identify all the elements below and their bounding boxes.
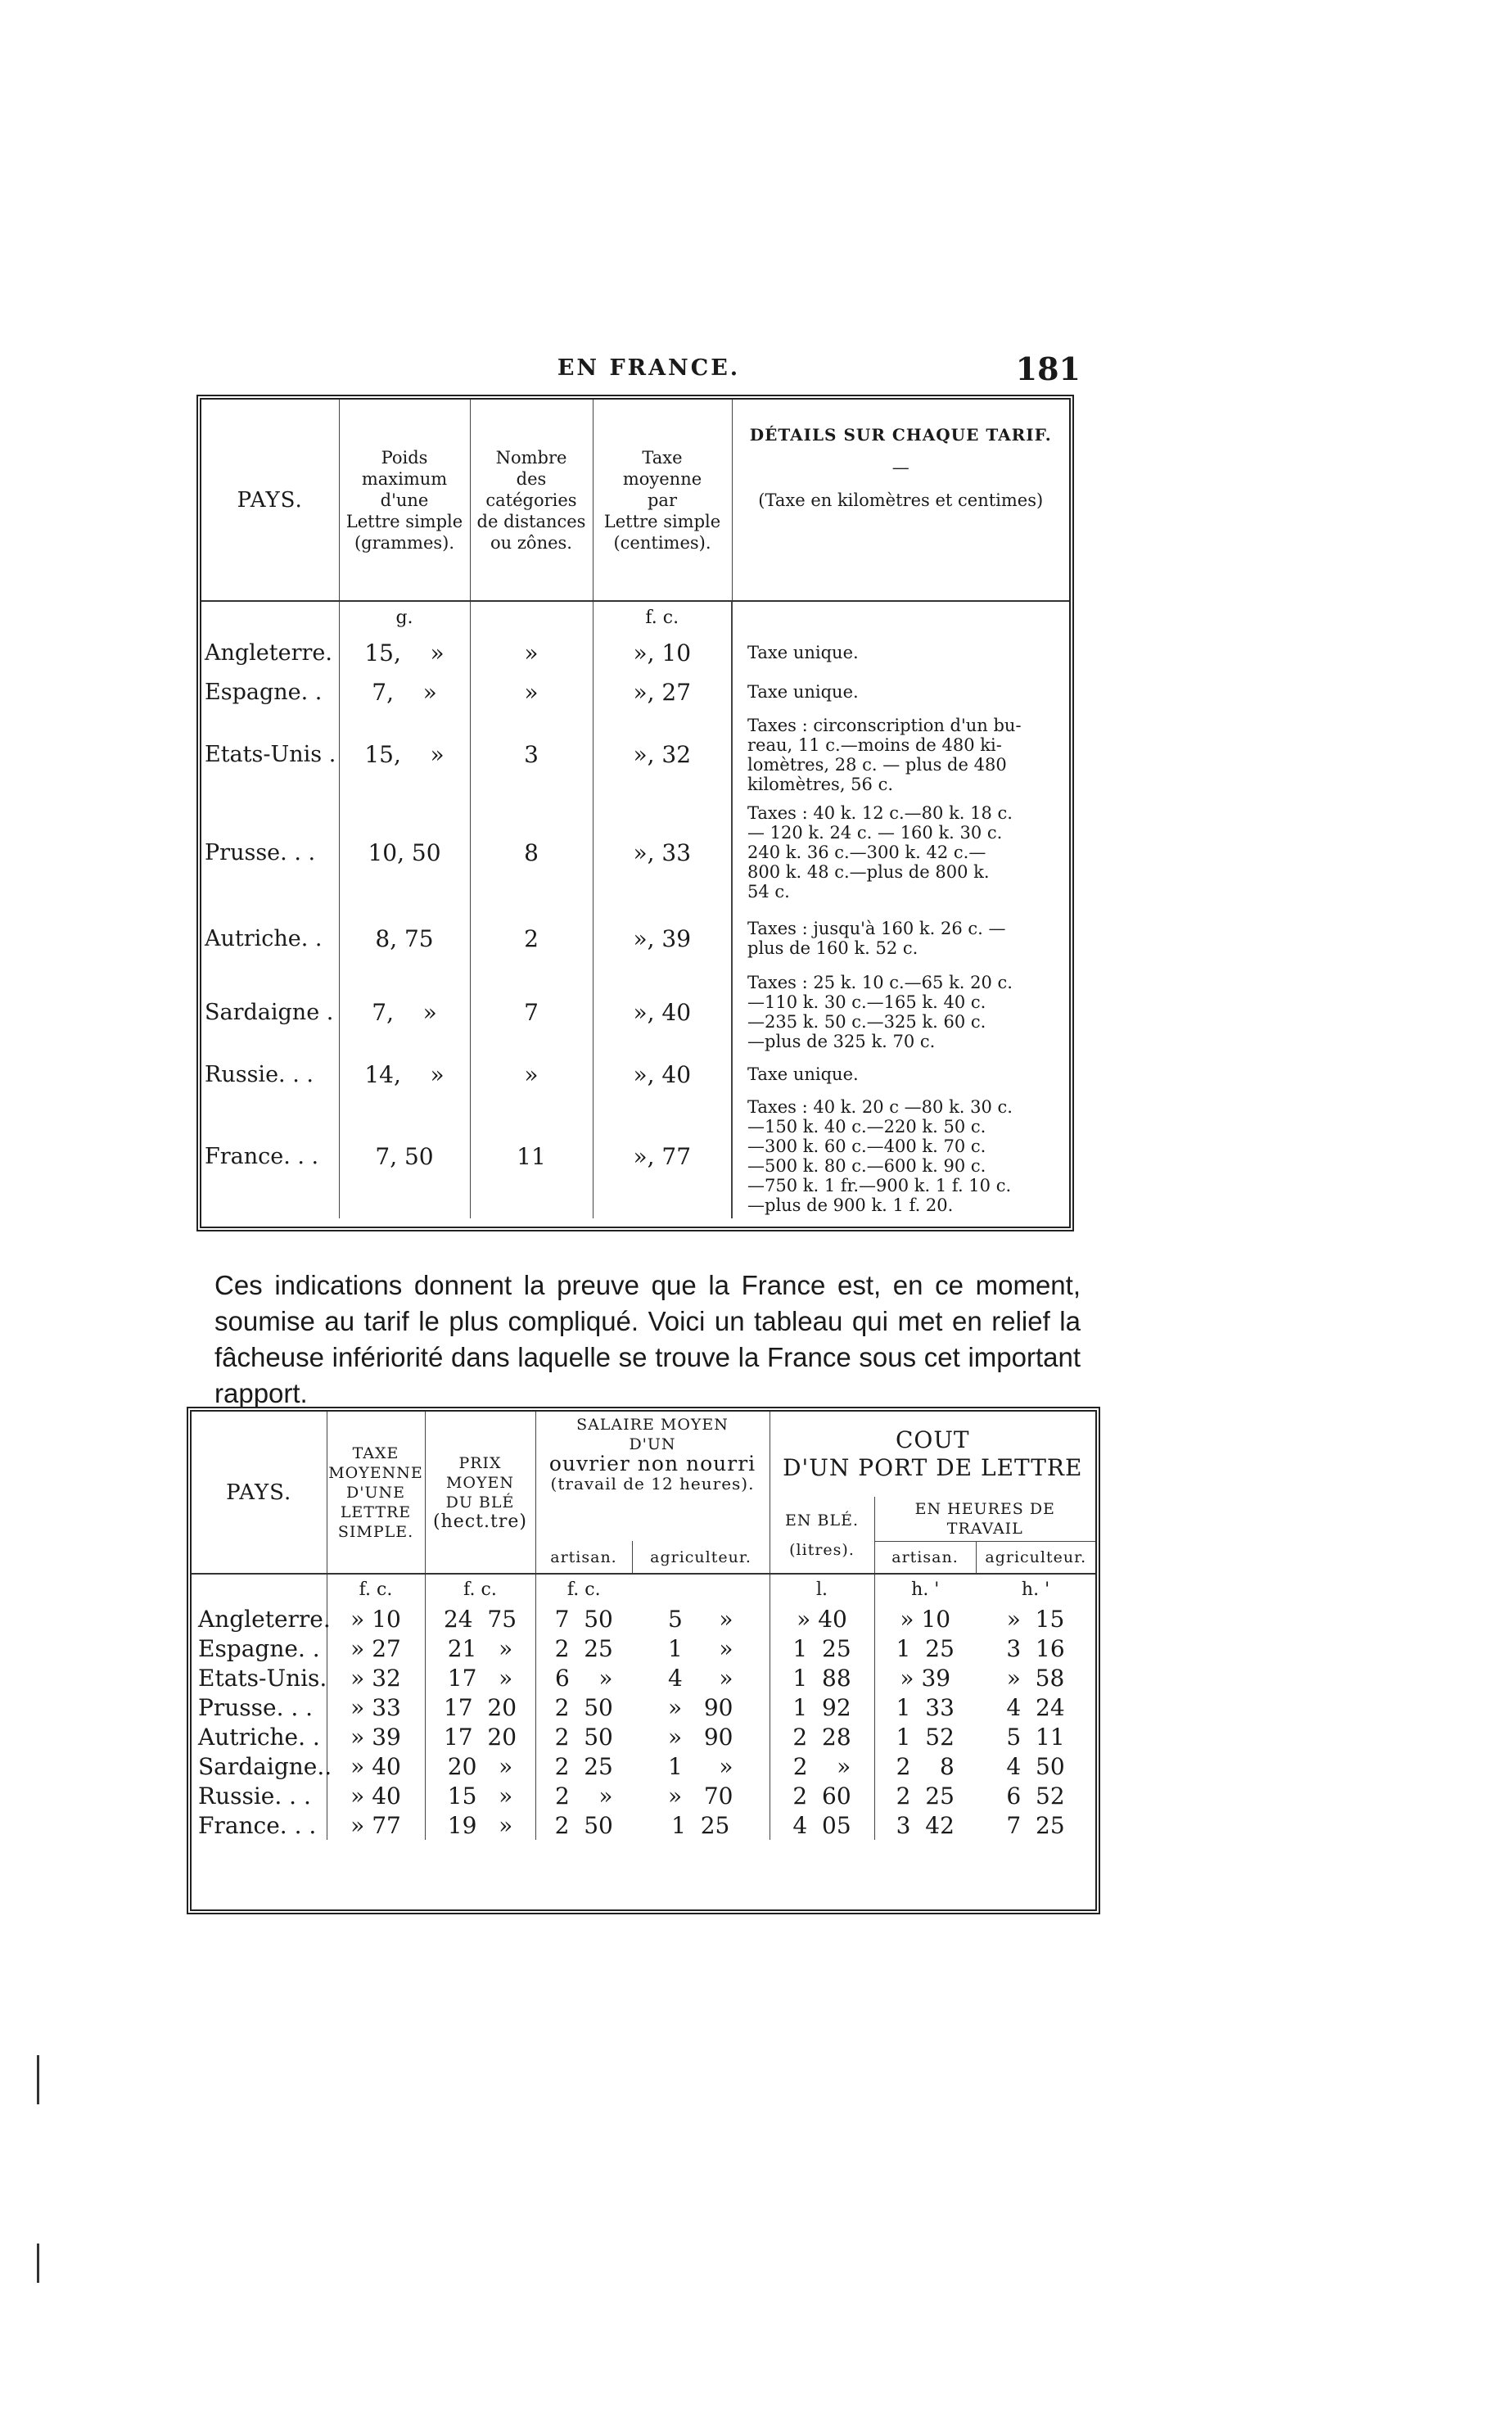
tariff-row: [201, 907, 1069, 969]
country-cell: Espagne. .: [198, 1634, 320, 1662]
avg-tax-cell: », 40: [593, 969, 732, 1055]
header-details: DÉTAILS SUR CHAQUE TARIF. — (Taxe en kilomètres et centimes): [732, 400, 1069, 601]
wheat-price-cell: 19 »: [425, 1810, 535, 1840]
tariff-table-body: [201, 601, 1069, 1218]
zone-count-cell: »: [470, 1055, 593, 1094]
header-pays: PAYS.: [201, 400, 339, 601]
max-weight-cell: 10, 50: [339, 798, 470, 907]
tariff-detail-line: —300 k. 60 c.—400 k. 70 c.: [747, 1136, 986, 1156]
header-en-heures: EN HEURES DE TRAVAIL: [874, 1497, 1095, 1541]
zone-count-cell: »: [470, 672, 593, 712]
comparison-row: [192, 1604, 1095, 1634]
wage-artisan-cell: 6 »: [535, 1663, 632, 1692]
wage-artisan-cell: 7 50: [535, 1604, 632, 1634]
avg-tax-cell: », 39: [593, 907, 732, 969]
header-agriculteur: agriculteur.: [632, 1541, 770, 1574]
country-cell: Autriche. .: [205, 925, 323, 951]
comparison-row: [192, 1722, 1095, 1751]
country-cell: Angleterre.: [198, 1605, 331, 1633]
cost-hours-farmer-cell: » 15: [1006, 1605, 1065, 1633]
tariff-details-cell: [732, 1055, 1069, 1094]
cost-wheat-cell: 1 25: [770, 1634, 874, 1663]
tariff-detail-line: reau, 11 c.—moins de 480 ki-: [747, 734, 1002, 755]
cost-comparison-table: [187, 1407, 1100, 1914]
zone-count-cell: 8: [470, 798, 593, 907]
wheat-price-cell: 17 20: [425, 1692, 535, 1722]
letter-tax-cell: » 32: [327, 1663, 425, 1692]
zone-count-cell: »: [470, 633, 593, 672]
header-taxe: Taxe moyenne par Lettre simple (centimes).: [593, 400, 732, 601]
tariff-details-cell: [732, 712, 1069, 798]
tariff-row: [201, 1055, 1069, 1094]
tariff-detail-line: kilomètres, 56 c.: [747, 774, 894, 794]
country-cell: Prusse. . .: [198, 1693, 314, 1721]
tariff-details-cell: [732, 969, 1069, 1055]
wage-farmer-cell: 1 »: [668, 1634, 733, 1662]
wage-artisan-cell: 2 25: [535, 1751, 632, 1781]
tariff-details-cell: [732, 1094, 1069, 1218]
postal-tariff-table: [196, 395, 1074, 1231]
zone-count-cell: 7: [470, 969, 593, 1055]
wheat-price-cell: 20 »: [425, 1751, 535, 1781]
cost-wheat-cell: 2 60: [770, 1781, 874, 1810]
country-cell: Angleterre.: [205, 639, 332, 666]
cost-hours-artisan-cell: 2 8: [874, 1751, 976, 1781]
letter-tax-cell: » 40: [327, 1751, 425, 1781]
wheat-price-cell: 17 »: [425, 1663, 535, 1692]
tariff-row: [201, 798, 1069, 907]
tariff-detail-line: Taxe unique.: [747, 643, 859, 662]
tariff-detail-line: —150 k. 40 c.—220 k. 50 c.: [747, 1117, 986, 1136]
tariff-row: [201, 672, 1069, 712]
avg-tax-cell: », 32: [593, 712, 732, 798]
body-paragraph: Ces indications donnent la preuve que la France est, en ce moment, soumise au tarif le plus compliqué. Voici un tableau qui met en relief la fâcheuse infériorité dans laquelle se trouve la France sous cet important rapport.: [214, 1270, 1081, 1408]
tariff-detail-line: — 120 k. 24 c. — 160 k. 30 c.: [747, 823, 1003, 843]
tariff-detail-line: Taxe unique.: [747, 1064, 859, 1084]
running-head: [217, 350, 1081, 391]
tariff-detail-line: —plus de 900 k. 1 f. 20.: [747, 1195, 954, 1215]
cost-wheat-cell: 1 92: [770, 1692, 874, 1722]
header-artisan: artisan.: [535, 1541, 632, 1574]
comparison-row: [192, 1810, 1095, 1840]
country-cell: Espagne. .: [205, 679, 323, 705]
tariff-detail-line: Taxes : circonscription d'un bu-: [747, 715, 1022, 735]
wage-farmer-cell: 4 »: [668, 1664, 733, 1692]
cost-hours-artisan-cell: » 39: [874, 1663, 976, 1692]
tariff-detail-line: —500 k. 80 c.—600 k. 90 c.: [747, 1156, 986, 1176]
header-nombre: Nombre des catégories de distances ou zônes.: [470, 400, 593, 601]
country-cell: France. . .: [198, 1811, 317, 1839]
cost-hours-artisan-cell: » 10: [874, 1604, 976, 1634]
header-prix-ble: PRIX MOYEN DU BLÉ (hect.tre): [425, 1412, 535, 1574]
wage-farmer-cell: 1 25: [671, 1811, 730, 1839]
comparison-row: [192, 1751, 1095, 1781]
cost-hours-farmer-cell: » 58: [1006, 1664, 1065, 1692]
letter-tax-cell: » 33: [327, 1692, 425, 1722]
country-cell: Russie. . .: [205, 1061, 314, 1087]
units-row: f. c. f. c. f. c. l. h. ' h. ': [192, 1574, 1095, 1604]
cost-hours-artisan-cell: 1 33: [874, 1692, 976, 1722]
letter-tax-cell: » 40: [327, 1781, 425, 1810]
cost-hours-farmer-cell: 4 24: [1006, 1693, 1065, 1721]
cost-hours-artisan-cell: 3 42: [874, 1810, 976, 1840]
wage-farmer-cell: » 90: [668, 1723, 733, 1751]
cost-wheat-cell: 1 88: [770, 1663, 874, 1692]
zone-count-cell: 11: [470, 1094, 593, 1218]
cost-hours-farmer-cell: 7 25: [1006, 1811, 1065, 1839]
tariff-detail-line: Taxes : 40 k. 20 c —80 k. 30 c.: [747, 1097, 1013, 1117]
max-weight-cell: 8, 75: [339, 907, 470, 969]
cost-hours-farmer-cell: 4 50: [1006, 1752, 1065, 1780]
tariff-detail-line: Taxes : jusqu'à 160 k. 26 c. —: [747, 919, 1006, 938]
scan-edge-mark: [37, 2244, 39, 2283]
header-artisan-heures: artisan.: [874, 1541, 976, 1574]
header-poids: Poids maximum d'une Lettre simple (grammes).: [339, 400, 470, 601]
max-weight-cell: 7, 50: [339, 1094, 470, 1218]
tariff-detail-line: 240 k. 36 c.—300 k. 42 c.—: [747, 843, 986, 862]
tariff-detail-line: —110 k. 30 c.—165 k. 40 c.: [747, 992, 986, 1012]
tariff-details-cell: [732, 633, 1069, 672]
wheat-price-cell: 15 »: [425, 1781, 535, 1810]
units-row: [201, 601, 1069, 633]
comparison-row: [192, 1634, 1095, 1663]
header-agriculteur-heures: agriculteur.: [976, 1541, 1095, 1574]
header-cout: COUT D'UN PORT DE LETTRE: [770, 1412, 1095, 1497]
comparison-row: [192, 1781, 1095, 1810]
avg-tax-cell: », 10: [593, 633, 732, 672]
max-weight-cell: 7, »: [339, 672, 470, 712]
tariff-detail-line: Taxes : 25 k. 10 c.—65 k. 20 c.: [747, 973, 1013, 992]
letter-tax-cell: » 27: [327, 1634, 425, 1663]
country-cell: Sardaigne..: [198, 1752, 332, 1780]
tariff-details-cell: [732, 672, 1069, 712]
wage-artisan-cell: 2 »: [535, 1781, 632, 1810]
cost-hours-farmer-cell: 6 52: [1006, 1782, 1065, 1810]
max-weight-cell: 15, »: [339, 633, 470, 672]
cost-hours-artisan-cell: 2 25: [874, 1781, 976, 1810]
tariff-row: [201, 969, 1069, 1055]
cost-table-body: [192, 1574, 1095, 1840]
country-cell: Autriche. .: [198, 1723, 320, 1751]
tariff-detail-line: lomètres, 28 c. — plus de 480: [747, 754, 1007, 775]
avg-tax-cell: », 40: [593, 1055, 732, 1094]
page-number: 181: [1015, 350, 1081, 387]
wheat-price-cell: 21 »: [425, 1634, 535, 1663]
header-en-ble: EN BLÉ. (litres).: [770, 1497, 874, 1574]
letter-tax-cell: » 10: [327, 1604, 425, 1634]
unit-grams: g.: [339, 601, 470, 633]
wheat-price-cell: 24 75: [425, 1604, 535, 1634]
cost-table: [192, 1412, 1095, 1840]
tariff-detail-line: —750 k. 1 fr.—900 k. 1 f. 10 c.: [747, 1176, 1012, 1195]
header-pays: PAYS.: [192, 1412, 327, 1574]
header-salaire: SALAIRE MOYEN D'UN ouvrier non nourri (travail de 12 heures).: [535, 1412, 770, 1497]
avg-tax-cell: », 33: [593, 798, 732, 907]
wage-farmer-cell: 5 »: [668, 1605, 733, 1633]
country-cell: Etats-Unis.: [198, 1664, 327, 1692]
cost-hours-farmer-cell: 5 11: [1006, 1723, 1065, 1751]
max-weight-cell: 7, »: [339, 969, 470, 1055]
tariff-details-cell: [732, 798, 1069, 907]
cost-hours-artisan-cell: 1 52: [874, 1722, 976, 1751]
zone-count-cell: 2: [470, 907, 593, 969]
tariff-row: [201, 712, 1069, 798]
cost-hours-artisan-cell: 1 25: [874, 1634, 976, 1663]
tariff-detail-line: 800 k. 48 c.—plus de 800 k.: [747, 862, 990, 882]
wage-artisan-cell: 2 50: [535, 1810, 632, 1840]
running-title: EN FRANCE.: [557, 355, 741, 381]
tariff-table: [201, 400, 1069, 1218]
max-weight-cell: 15, »: [339, 712, 470, 798]
cost-wheat-cell: 2 28: [770, 1722, 874, 1751]
avg-tax-cell: », 77: [593, 1094, 732, 1218]
unit-francs: f. c.: [593, 601, 732, 633]
tariff-detail-line: 54 c.: [747, 882, 790, 901]
wage-farmer-cell: » 70: [668, 1782, 733, 1810]
tariff-detail-line: plus de 160 k. 52 c.: [747, 938, 918, 958]
tariff-detail-line: —plus de 325 k. 70 c.: [747, 1032, 936, 1051]
country-cell: France. . .: [205, 1143, 319, 1169]
zone-count-cell: 3: [470, 712, 593, 798]
wage-artisan-cell: 2 50: [535, 1722, 632, 1751]
comparison-row: [192, 1692, 1095, 1722]
wheat-price-cell: 17 20: [425, 1722, 535, 1751]
letter-tax-cell: » 77: [327, 1810, 425, 1840]
scan-edge-mark: [37, 2055, 39, 2104]
tariff-detail-line: —235 k. 50 c.—325 k. 60 c.: [747, 1012, 986, 1032]
country-cell: Sardaigne .: [205, 999, 334, 1025]
wage-farmer-cell: » 90: [668, 1693, 733, 1721]
tariff-detail-line: Taxes : 40 k. 12 c.—80 k. 18 c.: [747, 803, 1013, 823]
max-weight-cell: 14, »: [339, 1055, 470, 1094]
cost-wheat-cell: 2 »: [770, 1751, 874, 1781]
country-cell: Prusse. . .: [205, 839, 316, 865]
wage-artisan-cell: 2 50: [535, 1692, 632, 1722]
country-cell: Etats-Unis .: [205, 742, 336, 767]
tariff-detail-line: Taxe unique.: [747, 682, 859, 702]
wage-farmer-cell: 1 »: [668, 1752, 733, 1780]
country-cell: Russie. . .: [198, 1782, 311, 1810]
cost-wheat-cell: 4 05: [770, 1810, 874, 1840]
tariff-details-cell: [732, 907, 1069, 969]
comparison-row: [192, 1663, 1095, 1692]
letter-tax-cell: » 39: [327, 1722, 425, 1751]
tariff-row: [201, 633, 1069, 672]
avg-tax-cell: », 27: [593, 672, 732, 712]
header-taxe-moyenne: TAXE MOYENNE D'UNE LETTRE SIMPLE.: [327, 1412, 425, 1574]
tariff-row: [201, 1094, 1069, 1218]
wage-artisan-cell: 2 25: [535, 1634, 632, 1663]
cost-wheat-cell: » 40: [770, 1604, 874, 1634]
cost-hours-farmer-cell: 3 16: [1006, 1634, 1065, 1662]
